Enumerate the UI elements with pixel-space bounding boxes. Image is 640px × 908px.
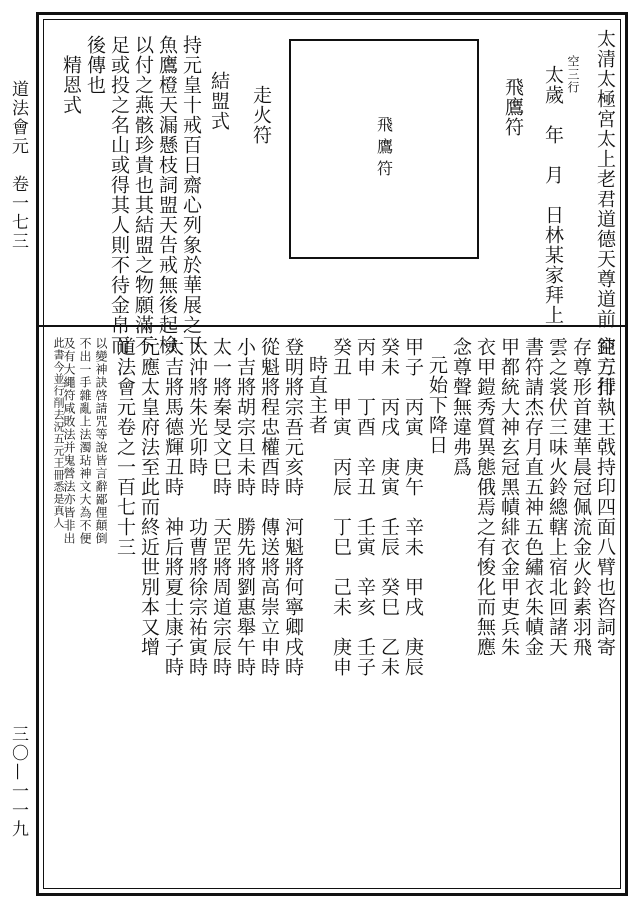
bottom-col-17: 太一將秦旻文巳時 天罡將周道宗辰時 — [210, 337, 232, 677]
bottom-col-10: 癸未 丙戌 庚寅 壬辰 癸巳 乙未 — [378, 337, 400, 677]
top-col-4: 飛鷹符 — [502, 77, 524, 137]
bottom-col-15: 從魁將程忠權酉時 傳送將高崇立申時 — [258, 337, 280, 677]
bottom-col-8: 元始下降日 — [426, 355, 448, 455]
bottom-col-5: 甲都統大神玄冠黑幘緋衣金甲吏兵朱 — [498, 337, 520, 657]
bottom-col-23: 不出一手雜亂上法濁玷神文大為不便 — [78, 337, 92, 545]
left-margin-book-title: 道法會元 卷一七三 — [8, 80, 28, 251]
left-margin-page-number: 三〇—一一九 — [8, 725, 28, 839]
top-col-1: 太清太極宮太上老君道德天尊道前 空三行 — [594, 29, 616, 397]
talisman-glyph: 飛鷹符 — [374, 116, 394, 182]
bottom-col-16: 小吉將胡宗旦未時 勝先將劉惠舉午時 — [234, 337, 256, 677]
bottom-col-7: 念尊聲無違弗爲 — [450, 337, 472, 477]
bottom-col-18: 太沖將朱光卯時 功曹將徐宗祐寅時 — [186, 337, 208, 677]
bottom-col-11: 丙申 丁酉 辛丑 壬寅 辛亥 壬子 — [354, 337, 376, 677]
bottom-col-2: 存尊形首建華晨冠佩流金火鈴素羽飛 — [570, 337, 592, 657]
bottom-col-22: 以變神訣啓請咒等說皆言辭鄙俚顛倒 — [94, 337, 108, 545]
bottom-col-19: 大吉將馬德輝丑時 神后將夏士康子時 — [162, 337, 184, 677]
top-col-7: 以付之燕骸珍貴也其結盟之物願滿不 — [132, 35, 154, 355]
bottom-col-25: 此書今並行削去況五元王冊悉是真人 — [52, 337, 65, 529]
page-frame — [36, 12, 628, 896]
top-col-2: 空三行 — [566, 55, 580, 94]
bottom-col-12: 癸丑 甲寅 丙辰 丁巳 己未 庚申 — [330, 337, 352, 677]
top-col-6: 魚鷹橙天漏懸枝詞盟天告戒無後起檢 — [156, 35, 178, 355]
bottom-col-20: 元應太皇府法至此而終近世別本又增 — [138, 337, 160, 657]
bottom-col-1: 鈍方排執王戟持印四面八臂也咨詞寄 — [594, 337, 616, 657]
bottom-col-3: 雲之裳伏三味火鈴總轄上宿北回諸天 — [546, 337, 568, 657]
bottom-col-9: 甲子 丙寅 庚午 辛未 甲戌 庚辰 — [402, 337, 424, 677]
bottom-col-6: 衣甲鎧秀質異態俄焉之有悛化而無應 — [474, 337, 496, 657]
top-col-10: 精恩式 — [60, 55, 82, 115]
top-col-9: 後傳也 — [84, 35, 106, 95]
talisman-1-label: 走火符 — [250, 85, 272, 145]
top-col-3: 太歲 年 月 日林某家拜上 — [542, 65, 564, 325]
flying-eagle-talisman — [289, 39, 479, 259]
talisman-2-label: 結盟式 — [208, 71, 230, 131]
bottom-col-14: 登明將宗吾元亥時 河魁將何寧卿戌時 — [282, 337, 304, 677]
bottom-col-13: 時直主者 — [306, 355, 328, 435]
top-col-5: 持元皇十戒百日齋心列象於華展之下 — [180, 35, 202, 355]
top-col-8: 足或投之名山或得其人則不待金帛而 — [108, 35, 130, 355]
bottom-col-4: 書符請杰存月直五神五色繡衣朱幘金 — [522, 337, 544, 657]
volume-end-title: 道法會元卷之一百七十三 — [114, 337, 136, 557]
bottom-col-24: 及有大繩符咸敗法并鬼營法亦皆非出 — [62, 337, 76, 545]
